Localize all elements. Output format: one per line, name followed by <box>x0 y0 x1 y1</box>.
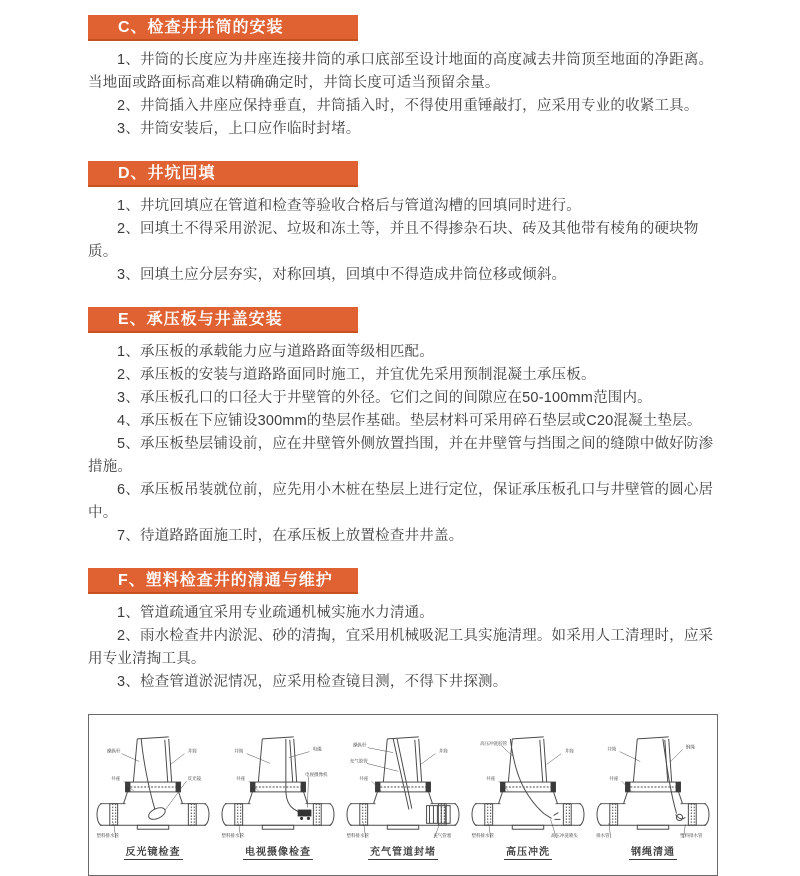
section-shaft-install <box>88 15 718 141</box>
diagram-label: 电视摄像机 <box>305 771 328 777</box>
manhole-diagram <box>592 731 714 860</box>
diagram-caption: 充气管道封堵 <box>368 843 438 860</box>
diagram-drawing <box>342 731 464 841</box>
diagram-caption: 高压冲洗 <box>504 843 552 860</box>
section-pit-backfill <box>88 161 718 287</box>
instruction-item: 1、管道疏通宜采用专业疏通机械实施水力清通。 <box>117 605 434 621</box>
instruction-item: 1、井筒的长度应为井座连接井筒的承口底部至设计地面的高度减去井筒顶至地面的净距离。当地面或路面标高难以精确确定时，井筒长度可适当预留余量。 <box>88 52 714 91</box>
section-body <box>88 195 718 287</box>
diagram-label: 充气胶管 <box>349 757 368 763</box>
section-banner <box>88 307 358 333</box>
diagram-drawing <box>92 731 214 841</box>
diagram-label: 井座 <box>236 775 246 781</box>
diagram-label: 操纵杆 <box>353 742 367 748</box>
diagram-label: 充气管塞 <box>433 832 452 838</box>
diagram-label: 塑料排水管 <box>221 832 245 838</box>
section-body <box>88 341 718 548</box>
section-body <box>88 49 718 141</box>
section-cleaning-maintenance <box>88 568 718 694</box>
diagram-drawing <box>217 731 339 841</box>
section-title: E、承压板与井盖安装 <box>118 311 283 328</box>
manhole-diagram <box>342 731 464 860</box>
instruction-item: 5、承压板垫层铺设前，应在井壁管外侧放置挡围，并在井壁管与挡围之间的缝隙中做好防渗措施。 <box>88 436 714 475</box>
instruction-item: 4、承压板在下应铺设300mm的垫层作基础。垫层材料可采用碎石垫层或C20混凝土垫层。 <box>117 413 702 429</box>
diagram-label: 钢绳 <box>685 744 695 750</box>
diagram-label: 井筒 <box>438 748 448 754</box>
diagram-label: 井座 <box>111 775 121 781</box>
diagram-label: 井筒 <box>607 746 617 752</box>
diagram-label: 反光镜 <box>187 775 201 781</box>
diagram-label: 操纵杆 <box>106 748 121 754</box>
section-title: F、塑料检查井的清通与维护 <box>118 572 333 589</box>
diagram-label: 排水管 <box>596 832 610 838</box>
instruction-item: 3、回填土应分层夯实，对称回填，回填中不得造成井筒位移或倾斜。 <box>117 267 567 283</box>
diagram-label: 塑料排水管 <box>346 832 370 838</box>
section-banner <box>88 568 358 594</box>
diagram-label: 塑料排水管 <box>96 832 120 838</box>
diagram-caption: 反光镜检查 <box>124 843 183 860</box>
section-bearing-plate <box>88 307 718 548</box>
instruction-item: 2、雨水检查井内淤泥、砂的清掏，宜采用机械吸泥工具实施清理。如采用人工清理时，应采用专业清掏工具。 <box>88 628 714 667</box>
manhole-diagram <box>467 731 589 860</box>
instruction-item: 3、检查管道淤泥情况，应采用检查镜目测，不得下井探测。 <box>117 674 508 690</box>
diagram-label: 井座 <box>359 775 369 781</box>
instruction-item: 7、待道路路面施工时，在承压板上放置检查井井盖。 <box>117 528 464 544</box>
diagram-drawing <box>592 731 714 841</box>
diagram-drawing <box>467 731 589 841</box>
instruction-item: 3、承压板孔口的口径大于井壁管的外径。它们之间的间隙应在50-100mm范围内。 <box>117 390 652 406</box>
maintenance-methods-figure <box>88 714 718 876</box>
instruction-item: 1、承压板的承载能力应与道路路面等级相匹配。 <box>117 344 434 360</box>
instruction-item: 6、承压板吊装就位前，应先用小木桩在垫层上进行定位，保证承压板孔口与井壁管的圆心居中。 <box>88 482 714 521</box>
diagram-caption: 钢绳清通 <box>629 843 677 860</box>
diagram-label: 塑料排水管 <box>471 832 495 838</box>
diagram-label: 井筒 <box>187 748 197 754</box>
section-title: D、井坑回填 <box>118 165 216 182</box>
diagram-label: 井筒 <box>234 748 244 754</box>
section-title: C、检查井井筒的安装 <box>118 19 284 36</box>
manhole-diagram <box>217 731 339 860</box>
diagram-caption: 电视摄像检查 <box>243 843 313 860</box>
manhole-diagram <box>92 731 214 860</box>
section-body <box>88 602 718 694</box>
diagram-label: 塑料排水管 <box>680 832 703 838</box>
instruction-item: 1、井坑回填应在管道和检查等验收合格后与管道沟槽的回填同时进行。 <box>117 198 581 214</box>
section-banner <box>88 161 358 187</box>
diagram-label: 井座 <box>486 775 496 781</box>
diagram-label: 高压冲洗喷头 <box>550 832 578 838</box>
diagram-label: 电缆 <box>312 746 322 752</box>
instruction-item: 2、回填土不得采用淤泥、垃圾和冻土等，并且不得掺杂石块、砖及其他带有棱角的硬块物质。 <box>88 221 699 260</box>
diagram-label: 高压冲洗胶管 <box>480 740 508 746</box>
section-banner <box>88 15 358 41</box>
instruction-item: 2、井筒插入井座应保持垂直，井筒插入时，不得使用重锤敲打，应采用专业的收紧工具。 <box>117 98 699 114</box>
instruction-item: 3、井筒安装后，上口应作临时封堵。 <box>117 121 361 137</box>
diagram-label: 井座 <box>609 775 619 781</box>
instruction-item: 2、承压板的安装与道路路面同时施工，并宜优先采用预制混凝土承压板。 <box>117 367 596 383</box>
diagram-label: 井筒 <box>564 748 574 754</box>
